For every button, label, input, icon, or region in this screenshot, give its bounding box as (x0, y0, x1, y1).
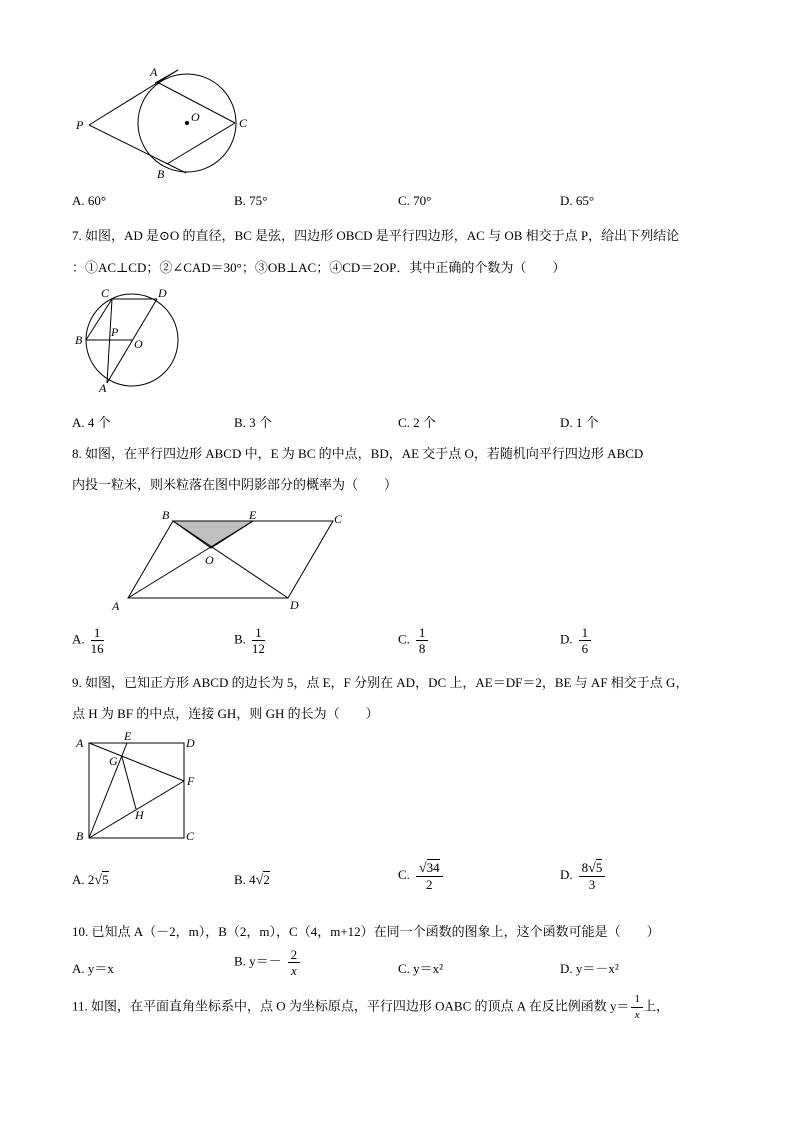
q9-line-af (89, 743, 184, 781)
q8-stem-line1: 8. 如图，在平行四边形 ABCD 中，E 为 BC 的中点，BD，AE 交于点 O，若随机向平行四边形 ABCD (72, 446, 644, 461)
q9-label-c: C (186, 829, 195, 843)
q6-label-p: P (76, 118, 84, 132)
q7-label-p: P (111, 325, 119, 339)
q6-figure (70, 60, 260, 185)
q7-option-c: C. 2 个 (398, 415, 436, 430)
q9-option-a: A. 2√5 (72, 872, 109, 888)
q8-option-a-fraction: $\frac{1}{16}$ (90, 625, 104, 656)
q8-label-a: A (112, 599, 120, 613)
q9-square (89, 743, 184, 838)
q6-tangent-pb (89, 125, 186, 173)
q7-stem-line2: ：①AC⊥CD；②∠CAD＝30°；③OB⊥AC；④CD＝2OP．其中正确的个数为（ ） (72, 260, 566, 275)
q8-option-b-letter: B. (234, 631, 246, 647)
q9-stem-line1: 9. 如图，已知正方形 ABCD 的边长为 5，点 E，F 分别在 AD，DC 上，AE＝DF＝2，BE 与 AF 相交于点 G， (72, 675, 689, 690)
q9-option-c-fraction: $\frac{√34}{2}$ (416, 860, 443, 892)
q7-label-b: B (75, 333, 83, 347)
q7-diameter-ad (107, 299, 157, 383)
q7-chord-bc (86, 299, 112, 340)
q10-stem-line1: 10. 已知点 A（－2，m），B（2，m），C（4，m+12）在同一个函数的图象上，这个函数可能是（ ） (72, 924, 660, 939)
q6-label-a: A (150, 65, 158, 79)
q9-label-e: E (124, 729, 132, 743)
q9-option-d: D. $\frac{8√5}{3}$ (560, 860, 605, 892)
q7-label-a: A (99, 381, 107, 395)
q9-label-g: G (109, 754, 118, 768)
q7-label-o: O (134, 337, 143, 351)
q7-option-d: D. 1 个 (560, 415, 599, 430)
q9-option-b: B. 4√2 (234, 872, 270, 888)
q7-stem-line1: 7. 如图，AD 是⊙O 的直径，BC 是弦，四边形 OBCD 是平行四边形，AC 与 OB 相交于点 P，给出下列结论 (72, 228, 680, 243)
q6-option-c: C. 70° (398, 193, 432, 208)
q8-option-b-fraction: $\frac{1}{12}$ (251, 625, 265, 656)
q8-option-d (560, 625, 591, 656)
q9-line-gh (122, 757, 136, 809)
q8-label-c: C (334, 512, 343, 526)
q9-label-f: F (187, 774, 195, 788)
q8-label-o: O (205, 553, 214, 567)
q9-label-h: H (135, 808, 144, 822)
q7-line-ac (107, 299, 112, 383)
q10-option-d: D. y＝－x² (560, 961, 619, 976)
q7-option-b: B. 3 个 (234, 415, 272, 430)
q10-option-a: A. y＝x (72, 961, 114, 976)
q8-option-c (398, 625, 428, 656)
q9-stem-line2: 点 H 为 BF 的中点，连接 GH，则 GH 的长为（ ） (72, 706, 379, 721)
q8-stem-line2: 内投一粒米，则米粒落在图中阴影部分的概率为（ ） (72, 477, 398, 492)
q6-tangent-a-ext (155, 70, 178, 83)
q6-option-b: B. 75° (234, 193, 268, 208)
q9-label-a: A (76, 736, 84, 750)
q8-option-a (72, 625, 104, 656)
q6-option-a: A. 60° (72, 193, 107, 208)
q6-tangent-pa (89, 70, 178, 125)
q9-figure (72, 728, 207, 846)
q9-option-c: C. $\frac{√34}{2}$ (398, 860, 443, 892)
q8-label-b: B (162, 508, 170, 522)
q8-option-b (234, 625, 265, 656)
q6-center-dot (185, 121, 189, 125)
q10-option-b: B. y＝－ $\frac{2}{x}$ (234, 947, 300, 978)
q7-label-d: D (158, 286, 167, 300)
q10-option-c: C. y＝x² (398, 961, 444, 976)
q11-stem-line1: 11. 如图，在平面直角坐标系中，点 O 为坐标原点，平行四边形 OABC 的顶点 A 在反比例函数 y＝ $\frac{1}{x}$ 上， (72, 993, 669, 1021)
q9-label-b: B (76, 829, 84, 843)
q9-label-d: D (186, 736, 195, 750)
q6-label-c: C (239, 116, 248, 130)
q6-label-o: O (191, 110, 200, 124)
q7-option-a: A. 4 个 (72, 415, 111, 430)
q9-option-d-fraction: $\frac{8√5}{3}$ (579, 860, 606, 892)
q8-label-e: E (249, 508, 257, 522)
q6-label-b: B (157, 167, 165, 181)
q10-option-b-fraction: $\frac{2}{x}$ (288, 947, 301, 978)
q8-option-c-letter: C. (398, 631, 410, 647)
q7-figure (72, 286, 187, 396)
q7-label-c: C (101, 286, 110, 300)
q8-option-c-fraction: $\frac{1}{8}$ (416, 625, 429, 656)
q8-figure (108, 505, 358, 615)
q9-line-be (89, 743, 127, 838)
q8-option-d-fraction: $\frac{1}{6}$ (579, 625, 592, 656)
q6-chord-bc (167, 123, 235, 164)
q6-option-d: D. 65° (560, 193, 595, 208)
q8-option-a-letter: A. (72, 631, 85, 647)
q11-fraction: $\frac{1}{x}$ (631, 992, 643, 1023)
q8-label-d: D (290, 598, 299, 612)
q8-option-d-letter: D. (560, 631, 573, 647)
q8-shaded-triangle (173, 521, 253, 548)
